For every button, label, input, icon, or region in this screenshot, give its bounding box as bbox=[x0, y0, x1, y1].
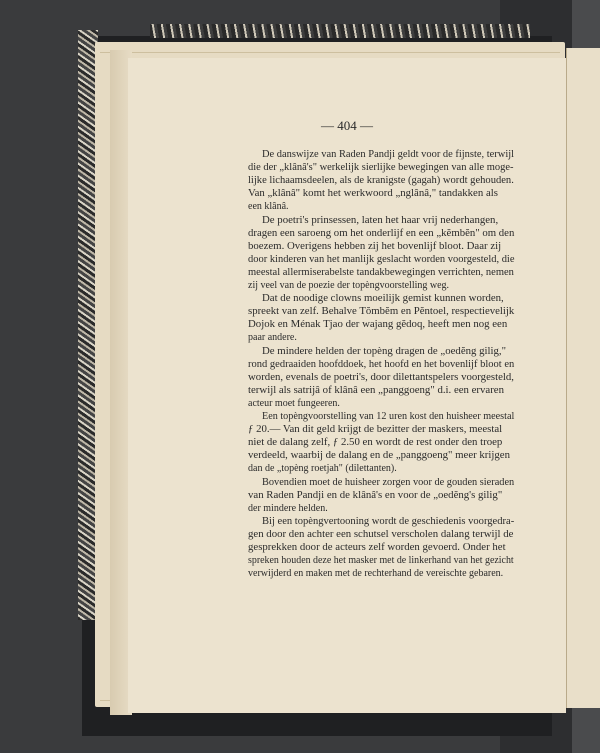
text-line: gesprekken door de acteurs zelf worden gevoerd. Onder het bbox=[248, 542, 506, 553]
text-line: De poetri's prinsessen, laten het haar vrij nederhangen, bbox=[262, 214, 499, 226]
text-line: die der „klânâ's" werkelijk sierlijke bewegingen van alle moge- bbox=[248, 162, 514, 174]
text-line: lijke lichaamsdeelen, als de kranigste (gagah) wordt gehouden. bbox=[248, 175, 514, 187]
text-line: een klânâ. bbox=[248, 201, 289, 213]
text-line: der mindere helden. bbox=[248, 502, 328, 514]
text-line: Dojok en Ménak Tjao der wajang gĕdoq, heeft men nog een bbox=[248, 319, 508, 331]
text-line: meestal allermiserabelste tandakbewegingen verrichten, nemen bbox=[248, 266, 514, 278]
text-line: worden, evenals de poetri's, door dilettantspelers voorgesteld, bbox=[248, 371, 514, 383]
text-line: terwijl als satrijâ of klânâ een „panggoeng" d.i. een ervaren bbox=[248, 384, 505, 396]
text-line: Van „klânâ" komt het werkwoord „nglânâ," tandakken als bbox=[248, 188, 498, 200]
text-line: Bij een topèngvertooning wordt de geschiedenis voorgedra- bbox=[262, 515, 515, 527]
page-number: — 404 — bbox=[321, 118, 373, 133]
text-line: ƒ 20.— Van dit geld krijgt de bezitter der maskers, meestal bbox=[248, 424, 503, 436]
text-line: verwijderd en maken met de rechterhand de vereischte gebaren. bbox=[248, 568, 504, 580]
text-line: van Raden Pandji en de klânâ's en voor de „oedĕng's gilig" bbox=[248, 489, 503, 501]
text-line: De mindere helden der topèng dragen de „oedĕng gilig," bbox=[262, 345, 507, 357]
text-line: acteur moet fungeeren. bbox=[248, 397, 340, 409]
text-line: Dat de noodige clowns moeilijk gemist kunnen worden, bbox=[262, 293, 504, 305]
text-line: niet de dalang zelf, ƒ 2.50 en wordt de rest onder den troep bbox=[248, 437, 503, 449]
text-line: door kinderen van het manlijk geslacht worden voorgesteld, die bbox=[248, 253, 515, 265]
text-line: verdeeld, waarbij de dalang en de „panggoeng" meer krijgen bbox=[248, 450, 511, 462]
marbled-edge-top bbox=[150, 24, 530, 38]
text-line: dragen een saroeng om het onderlijf en een „kĕmbĕn" om den bbox=[248, 227, 515, 239]
facing-page-edge bbox=[566, 48, 600, 708]
text-line: dan de „topèng roetjah" (dilettanten). bbox=[248, 463, 397, 475]
text-line: boezem. Overigens hebben zij het bovenlijf bloot. Daar zij bbox=[248, 240, 502, 252]
text-line: Bovendien moet de huisheer zorgen voor de gouden sieraden bbox=[262, 476, 515, 488]
text-line: De danswijze van Raden Pandji geldt voor de fijnste, terwijl bbox=[262, 149, 515, 160]
text-line: Een topèngvoorstelling van 12 uren kost den huisheer meestal bbox=[262, 411, 515, 422]
text-line: gen door den achter een schutsel verscholen dalang terwijl de bbox=[248, 528, 514, 540]
text-line: rond gedraaiden hoofddoek, het hoofd en het bovenlijf bloot en bbox=[248, 358, 515, 370]
text-line: spreekt van zelf. Behalve Tŏmbĕm en Pĕntoel, respectievelijk bbox=[248, 306, 515, 318]
text-line: paar andere. bbox=[248, 332, 297, 344]
text-line: spreken houden deze het masker met de linkerhand van het gezicht bbox=[248, 555, 514, 567]
page-edge-line bbox=[100, 52, 560, 53]
text-line: zij veel van de poezie der topèngvoorstelling weg. bbox=[248, 280, 450, 291]
